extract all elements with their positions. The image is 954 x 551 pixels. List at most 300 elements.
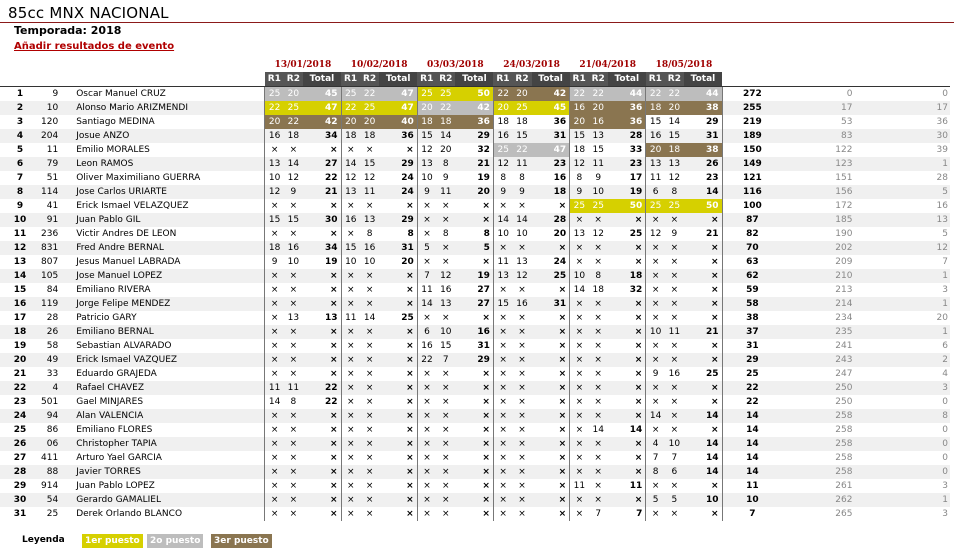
- rider-name-cell: Gael MINJARES: [72, 395, 265, 409]
- table-row[interactable]: [0, 325, 950, 339]
- event-total-score: 34: [303, 241, 341, 255]
- event-total-score: 24: [379, 185, 417, 199]
- event-total-score: 25: [608, 227, 646, 241]
- dif-prev-cell: 2: [854, 353, 950, 367]
- race1-score: ×: [417, 311, 436, 325]
- dif-prev-cell: 30: [854, 129, 950, 143]
- race1-score: ×: [341, 283, 360, 297]
- dif-first-cell: 122: [782, 143, 854, 157]
- event-total-score: ×: [455, 423, 493, 437]
- dif-prev-cell: 0: [854, 87, 950, 102]
- race2-score: 16: [665, 367, 684, 381]
- race1-score: ×: [341, 395, 360, 409]
- table-row[interactable]: [0, 507, 950, 521]
- position-cell: 21: [0, 367, 40, 381]
- event-total-score: ×: [684, 255, 722, 269]
- race2-score: 11: [436, 185, 455, 199]
- position-cell: 3: [0, 115, 40, 129]
- rider-name-cell: Gerardo GAMALIEL: [72, 493, 265, 507]
- table-row[interactable]: [0, 451, 950, 465]
- race2-score: ×: [436, 255, 455, 269]
- race2-score: 25: [360, 101, 379, 115]
- grand-total-cell: 11: [722, 479, 782, 493]
- race2-score: ×: [665, 395, 684, 409]
- race1-score: ×: [646, 339, 665, 353]
- race2-score: 12: [512, 269, 531, 283]
- table-row[interactable]: [0, 297, 950, 311]
- race2-score: 20: [360, 115, 379, 129]
- grand-total-cell: 22: [722, 395, 782, 409]
- race2-score: ×: [665, 339, 684, 353]
- race1-score: 15: [417, 129, 436, 143]
- race1-score: 6: [646, 185, 665, 199]
- race1-score: ×: [570, 409, 589, 423]
- event-total-score: 42: [455, 101, 493, 115]
- rider-number-cell: 91: [40, 213, 72, 227]
- event-total-score: 25: [532, 269, 570, 283]
- table-row[interactable]: [0, 129, 950, 143]
- race1-score: 25: [417, 87, 436, 102]
- event-total-score: ×: [303, 143, 341, 157]
- race1-score: 11: [417, 283, 436, 297]
- race1-score: ×: [341, 269, 360, 283]
- event-total-score: 14: [684, 465, 722, 479]
- table-row[interactable]: [0, 437, 950, 451]
- table-row[interactable]: [0, 213, 950, 227]
- number-header: N°: [50, 74, 63, 84]
- event-total-score: 29: [379, 213, 417, 227]
- rider-number-cell: 79: [40, 157, 72, 171]
- race2-score: 18: [436, 115, 455, 129]
- table-row[interactable]: [0, 423, 950, 437]
- position-cell: 11: [0, 227, 40, 241]
- table-row[interactable]: [0, 367, 950, 381]
- race2-score: 18: [512, 115, 531, 129]
- race1-score: ×: [265, 493, 284, 507]
- race1-score: 6: [417, 325, 436, 339]
- rider-number-cell: 807: [40, 255, 72, 269]
- event-total-score: 17: [608, 171, 646, 185]
- name-header: Nombre: [148, 74, 189, 84]
- table-row[interactable]: [0, 87, 950, 102]
- rider-number-cell: 54: [40, 493, 72, 507]
- race2-score: ×: [589, 479, 608, 493]
- r2-header: R2: [665, 72, 684, 87]
- rider-name-cell: Jorge Felipe MENDEZ: [72, 297, 265, 311]
- race1-score: ×: [341, 381, 360, 395]
- rider-name-cell: Josue ANZO: [72, 129, 265, 143]
- event-total-score: ×: [684, 423, 722, 437]
- event-total-score: ×: [455, 409, 493, 423]
- event-date-2: 10/02/2018: [350, 60, 408, 70]
- table-row[interactable]: [0, 171, 950, 185]
- event-total-score: ×: [379, 395, 417, 409]
- table-row[interactable]: [0, 409, 950, 423]
- event-total-score: 50: [455, 87, 493, 102]
- race1-score: ×: [570, 339, 589, 353]
- rider-number-cell: 86: [40, 423, 72, 437]
- table-row[interactable]: [0, 101, 950, 115]
- race2-score: ×: [284, 507, 303, 521]
- race1-score: ×: [417, 451, 436, 465]
- rider-number-cell: 84: [40, 283, 72, 297]
- event-total-score: 5: [455, 241, 493, 255]
- event-total-score: ×: [532, 507, 570, 521]
- race2-score: 20: [589, 101, 608, 115]
- race1-score: 20: [341, 115, 360, 129]
- race1-score: ×: [417, 507, 436, 521]
- event-total-score: 21: [455, 157, 493, 171]
- event-total-score: ×: [684, 213, 722, 227]
- rider-number-cell: 11: [40, 143, 72, 157]
- position-cell: 30: [0, 493, 40, 507]
- rider-number-cell: 88: [40, 465, 72, 479]
- race2-score: ×: [589, 325, 608, 339]
- event-total-score: ×: [684, 381, 722, 395]
- race1-score: 8: [570, 171, 589, 185]
- race1-score: ×: [417, 423, 436, 437]
- race1-score: ×: [341, 143, 360, 157]
- race1-score: 8: [493, 171, 512, 185]
- grand-total-cell: 14: [722, 409, 782, 423]
- grand-total-cell: 121: [722, 171, 782, 185]
- race2-score: ×: [589, 353, 608, 367]
- race1-score: ×: [493, 353, 512, 367]
- race1-score: ×: [417, 213, 436, 227]
- table-row[interactable]: [0, 465, 950, 479]
- race1-score: ×: [570, 381, 589, 395]
- race1-score: 12: [417, 143, 436, 157]
- dif-prev-cell: 8: [854, 409, 950, 423]
- event-total-score: 27: [455, 297, 493, 311]
- race2-score: 16: [284, 241, 303, 255]
- race1-score: ×: [646, 353, 665, 367]
- event-total-score: ×: [608, 353, 646, 367]
- dif-first-cell: 258: [782, 409, 854, 423]
- race1-score: 25: [646, 199, 665, 213]
- dif-prev-cell: 3: [854, 283, 950, 297]
- race2-score: ×: [284, 437, 303, 451]
- race2-score: ×: [360, 395, 379, 409]
- table-row[interactable]: [0, 381, 950, 395]
- rider-name-cell: Derek Orlando BLANCO: [72, 507, 265, 521]
- rider-number-cell: 51: [40, 171, 72, 185]
- race2-score: 7: [589, 507, 608, 521]
- rider-name-cell: Santiago MEDINA: [72, 115, 265, 129]
- event-total-score: ×: [379, 423, 417, 437]
- race2-score: ×: [436, 395, 455, 409]
- position-cell: 10: [0, 213, 40, 227]
- event-total-score: ×: [684, 479, 722, 493]
- race1-score: 18: [341, 129, 360, 143]
- race2-score: ×: [512, 353, 531, 367]
- race2-score: ×: [665, 269, 684, 283]
- position-cell: 28: [0, 465, 40, 479]
- rider-name-cell: Javier TORRES: [72, 465, 265, 479]
- table-row[interactable]: [0, 395, 950, 409]
- event-total-score: ×: [532, 395, 570, 409]
- dif-first-cell: 258: [782, 423, 854, 437]
- race2-score: ×: [436, 437, 455, 451]
- event-total-score: ×: [379, 269, 417, 283]
- race2-score: 12: [436, 269, 455, 283]
- event-total-score: ×: [303, 493, 341, 507]
- event-total-score: 47: [379, 101, 417, 115]
- race2-score: ×: [589, 381, 608, 395]
- event-total-score: ×: [303, 325, 341, 339]
- event-total-score: 11: [608, 479, 646, 493]
- event-total-score: ×: [608, 339, 646, 353]
- grand-total-header: Total: [739, 74, 765, 84]
- event-total-score: ×: [532, 465, 570, 479]
- event-total-score: ×: [608, 241, 646, 255]
- race2-score: 14: [665, 115, 684, 129]
- dif-prev-cell: 16: [854, 199, 950, 213]
- race1-score: ×: [493, 339, 512, 353]
- event-total-score: ×: [455, 381, 493, 395]
- rider-name-cell: Victir Andres DE LEON: [72, 227, 265, 241]
- race1-score: 13: [493, 269, 512, 283]
- race2-score: 13: [512, 255, 531, 269]
- race2-score: 22: [284, 115, 303, 129]
- race1-score: ×: [417, 409, 436, 423]
- event-total-score: ×: [532, 199, 570, 213]
- event-total-score: 42: [303, 115, 341, 129]
- race1-score: ×: [570, 311, 589, 325]
- grand-total-cell: 14: [722, 423, 782, 437]
- event-total-score: 27: [303, 157, 341, 171]
- race1-score: 22: [493, 87, 512, 102]
- event-total-score: ×: [379, 297, 417, 311]
- event-total-score: 20: [532, 227, 570, 241]
- race2-score: ×: [436, 409, 455, 423]
- event-date-row: [0, 58, 950, 72]
- event-total-score: 44: [608, 87, 646, 102]
- dif-first-cell: 250: [782, 395, 854, 409]
- rider-name-cell: Emilio MORALES: [72, 143, 265, 157]
- race1-score: ×: [493, 465, 512, 479]
- dif-first-header: Dif. resp. 1°: [794, 74, 855, 84]
- table-row[interactable]: [0, 493, 950, 507]
- race1-score: 22: [341, 101, 360, 115]
- race2-score: ×: [665, 353, 684, 367]
- race1-score: ×: [341, 479, 360, 493]
- race2-score: ×: [360, 199, 379, 213]
- race2-score: ×: [665, 283, 684, 297]
- race1-score: ×: [265, 311, 284, 325]
- race2-score: ×: [512, 325, 531, 339]
- event-total-score: ×: [684, 311, 722, 325]
- rider-name-cell: Jose Carlos URIARTE: [72, 185, 265, 199]
- race1-score: ×: [265, 283, 284, 297]
- grand-total-cell: 14: [722, 465, 782, 479]
- race1-score: ×: [341, 437, 360, 451]
- race1-score: ×: [646, 423, 665, 437]
- race1-score: 11: [265, 381, 284, 395]
- dif-prev-cell: 17: [854, 101, 950, 115]
- dif-first-cell: 261: [782, 479, 854, 493]
- table-row[interactable]: [0, 269, 950, 283]
- event-total-score: 14: [684, 185, 722, 199]
- race2-score: 16: [360, 241, 379, 255]
- race1-score: 12: [265, 185, 284, 199]
- race2-score: ×: [284, 143, 303, 157]
- event-total-score: ×: [379, 409, 417, 423]
- race1-score: 4: [646, 437, 665, 451]
- table-row[interactable]: [0, 227, 950, 241]
- grand-total-cell: 14: [722, 437, 782, 451]
- dif-first-cell: 265: [782, 507, 854, 521]
- race2-score: ×: [512, 339, 531, 353]
- event-date-6: 18/05/2018: [655, 60, 713, 70]
- race2-score: ×: [436, 241, 455, 255]
- race1-score: 7: [646, 451, 665, 465]
- dif-first-cell: 17: [782, 101, 854, 115]
- race2-score: ×: [360, 409, 379, 423]
- race2-score: ×: [589, 437, 608, 451]
- race2-score: ×: [284, 227, 303, 241]
- race1-score: 9: [417, 185, 436, 199]
- rider-name-cell: Fred Andre BERNAL: [72, 241, 265, 255]
- race2-score: ×: [360, 143, 379, 157]
- race1-score: ×: [493, 283, 512, 297]
- r1-header: R1: [341, 72, 360, 87]
- race2-score: ×: [512, 409, 531, 423]
- event-total-score: ×: [303, 423, 341, 437]
- event-total-score: ×: [532, 367, 570, 381]
- race2-score: ×: [665, 507, 684, 521]
- race1-score: ×: [646, 297, 665, 311]
- table-row[interactable]: [0, 479, 950, 493]
- race2-score: ×: [589, 213, 608, 227]
- race1-score: 12: [493, 157, 512, 171]
- event-total-score: ×: [379, 381, 417, 395]
- event-total-score: ×: [532, 381, 570, 395]
- race1-score: 9: [265, 255, 284, 269]
- add-event-results-link[interactable]: Añadir resultados de evento: [14, 41, 175, 52]
- event-total-score: ×: [532, 283, 570, 297]
- event-total-score: ×: [379, 325, 417, 339]
- rider-name-cell: Jesus Manuel LABRADA: [72, 255, 265, 269]
- event-total-score: ×: [303, 269, 341, 283]
- event-total-score: ×: [684, 395, 722, 409]
- race1-score: ×: [341, 409, 360, 423]
- rider-number-cell: 25: [40, 507, 72, 521]
- race1-score: 20: [493, 101, 512, 115]
- dif-prev-cell: 7: [854, 255, 950, 269]
- table-row[interactable]: [0, 283, 950, 297]
- event-total-score: 25: [684, 367, 722, 381]
- event-total-score: ×: [455, 367, 493, 381]
- race2-score: ×: [665, 213, 684, 227]
- rider-number-cell: 4: [40, 381, 72, 395]
- grand-total-cell: 38: [722, 311, 782, 325]
- event-total-score: 8: [379, 227, 417, 241]
- race2-score: ×: [665, 255, 684, 269]
- event-total-score: ×: [379, 451, 417, 465]
- race1-score: ×: [265, 339, 284, 353]
- position-cell: 26: [0, 437, 40, 451]
- grand-total-cell: 31: [722, 339, 782, 353]
- table-row[interactable]: [0, 157, 950, 171]
- event-total-score: 29: [684, 115, 722, 129]
- race2-score: ×: [436, 479, 455, 493]
- pos-header: Pos.: [9, 74, 31, 84]
- race2-score: ×: [589, 409, 608, 423]
- race2-score: ×: [665, 423, 684, 437]
- race2-score: 11: [589, 157, 608, 171]
- race2-score: ×: [360, 423, 379, 437]
- race2-score: 15: [360, 157, 379, 171]
- race1-score: ×: [493, 199, 512, 213]
- race2-score: ×: [284, 493, 303, 507]
- race2-score: 10: [665, 437, 684, 451]
- race1-score: ×: [417, 199, 436, 213]
- table-row[interactable]: [0, 115, 950, 129]
- table-row[interactable]: [0, 311, 950, 325]
- race1-score: 22: [646, 87, 665, 102]
- race1-score: ×: [646, 395, 665, 409]
- rider-name-cell: Alan VALENCIA: [72, 409, 265, 423]
- race1-score: 18: [570, 143, 589, 157]
- table-row[interactable]: [0, 255, 950, 269]
- race1-score: 10: [417, 171, 436, 185]
- table-row[interactable]: [0, 353, 950, 367]
- race1-score: 16: [646, 129, 665, 143]
- race1-score: 25: [265, 87, 284, 102]
- event-total-score: ×: [684, 269, 722, 283]
- race1-score: ×: [265, 325, 284, 339]
- race2-score: ×: [589, 255, 608, 269]
- race2-score: ×: [589, 339, 608, 353]
- race2-score: 12: [665, 171, 684, 185]
- rider-number-cell: 120: [40, 115, 72, 129]
- table-row[interactable]: [0, 241, 950, 255]
- race1-score: ×: [341, 507, 360, 521]
- race1-score: 11: [493, 255, 512, 269]
- race1-score: 20: [570, 115, 589, 129]
- position-cell: 5: [0, 143, 40, 157]
- event-total-score: 31: [455, 339, 493, 353]
- table-row[interactable]: [0, 185, 950, 199]
- race2-score: ×: [512, 423, 531, 437]
- race2-score: ×: [589, 451, 608, 465]
- event-total-score: ×: [303, 409, 341, 423]
- legend-third-place: 3er puesto: [211, 534, 272, 548]
- event-total-score: ×: [379, 465, 417, 479]
- event-total-score: ×: [532, 423, 570, 437]
- event-total-score: ×: [684, 507, 722, 521]
- table-row[interactable]: [0, 339, 950, 353]
- rider-number-cell: 119: [40, 297, 72, 311]
- table-row[interactable]: [0, 143, 950, 157]
- table-row[interactable]: [0, 199, 950, 213]
- race1-score: 18: [265, 241, 284, 255]
- dif-first-cell: 83: [782, 129, 854, 143]
- race1-score: ×: [265, 507, 284, 521]
- rider-number-cell: 9: [40, 87, 72, 102]
- position-cell: 27: [0, 451, 40, 465]
- race2-score: ×: [665, 241, 684, 255]
- race1-score: 7: [417, 269, 436, 283]
- legend-second-place: 2o puesto: [147, 534, 203, 548]
- race1-score: 13: [265, 157, 284, 171]
- race2-score: ×: [589, 367, 608, 381]
- position-cell: 17: [0, 311, 40, 325]
- race1-score: ×: [570, 325, 589, 339]
- event-total-score: 21: [684, 227, 722, 241]
- race2-score: ×: [284, 479, 303, 493]
